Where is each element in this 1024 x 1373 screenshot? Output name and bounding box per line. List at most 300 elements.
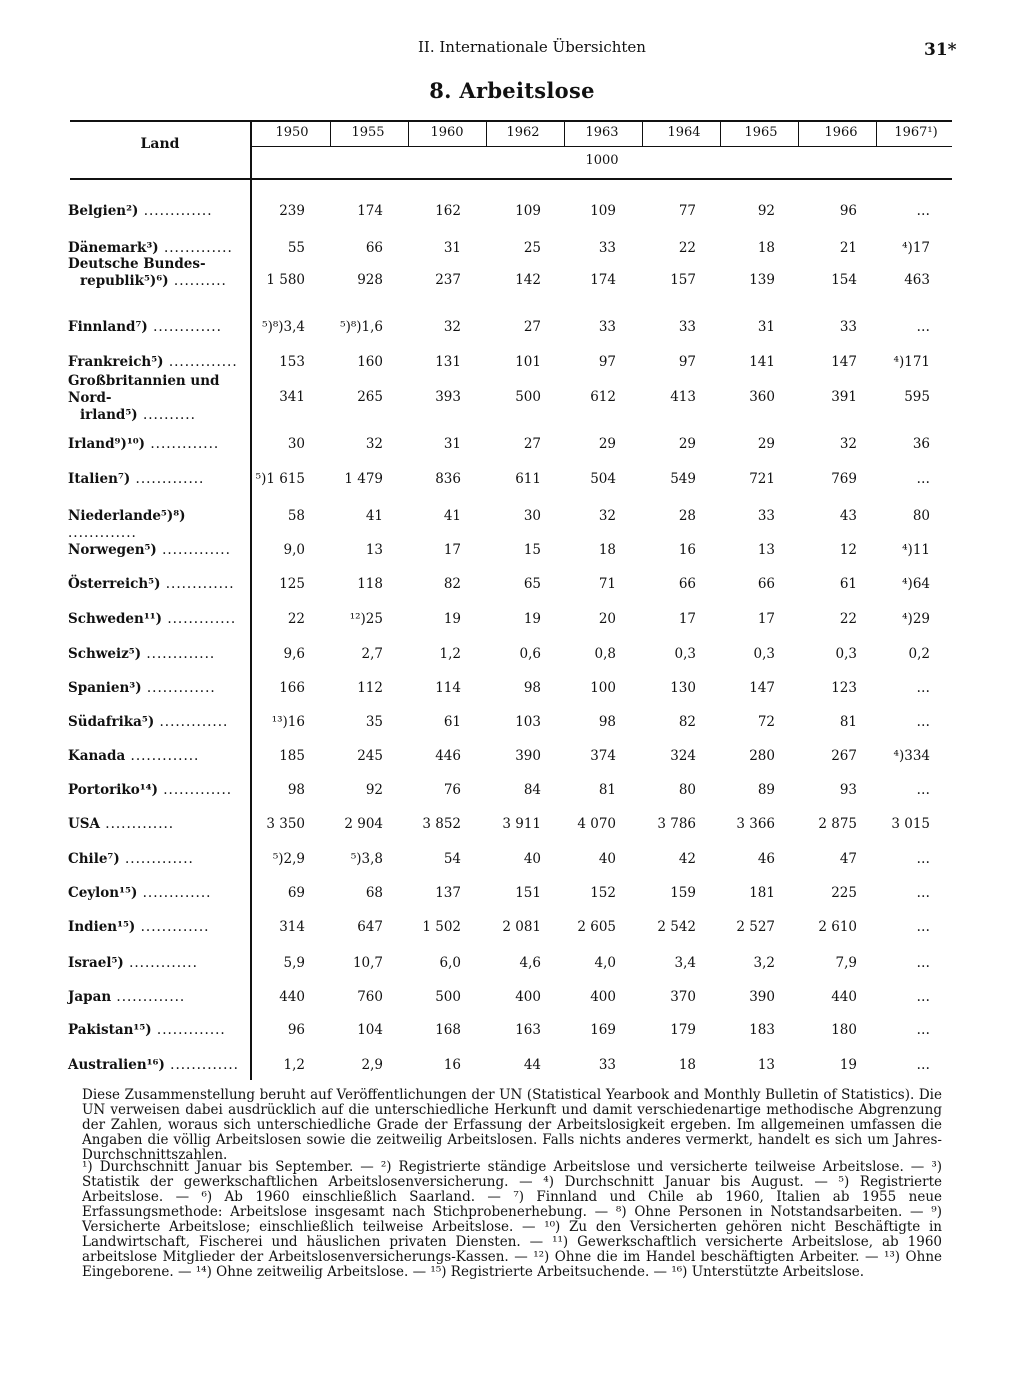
table-cell: 169 — [590, 1022, 616, 1038]
table-cell: 103 — [515, 714, 541, 730]
table-cell: 400 — [590, 989, 616, 1005]
table-cell: 440 — [831, 989, 857, 1005]
table-cell: ⁴)17 — [902, 240, 930, 256]
table-cell: 82 — [678, 714, 696, 730]
table-cell: … — [916, 782, 930, 798]
table-cell: 3 852 — [422, 816, 461, 832]
table-cell: 21 — [839, 240, 857, 256]
leader-dots: ............. — [135, 919, 210, 935]
table-cell: 2 081 — [502, 919, 541, 935]
country-name: Irland⁹)¹⁰) — [68, 436, 146, 452]
table-cell: 41 — [443, 508, 461, 524]
table-cell: ⁵)⁸)1,6 — [340, 319, 383, 335]
year-column-tick — [798, 122, 799, 146]
table-cell: 157 — [670, 272, 696, 288]
table-cell: … — [916, 989, 930, 1005]
leader-dots: ............. — [151, 1022, 226, 1038]
table-cell: 30 — [523, 508, 541, 524]
table-cell: 9,0 — [283, 542, 305, 558]
year-header: 1966 — [824, 125, 858, 140]
table-cell: 96 — [287, 1022, 305, 1038]
table-cell: ¹²)25 — [349, 611, 383, 627]
table-cell: 44 — [523, 1057, 541, 1073]
country-name-continued: republik⁵)⁶) — [80, 273, 169, 289]
country-label — [68, 989, 240, 1006]
country-name: Spanien³) — [68, 680, 142, 696]
country-name: Pakistan¹⁵) — [68, 1022, 152, 1038]
table-cell: 1,2 — [439, 646, 461, 662]
table-cell: 5,9 — [283, 955, 305, 971]
country-name: Schweden¹¹) — [68, 611, 163, 627]
table-cell: 35 — [365, 714, 383, 730]
table-cell: 18 — [678, 1057, 696, 1073]
table-cell: 33 — [598, 1057, 616, 1073]
table-cell: 66 — [757, 576, 775, 592]
country-label — [68, 782, 240, 799]
table-cell: 97 — [678, 354, 696, 370]
table-cell: 1 580 — [266, 272, 305, 288]
table-cell: 33 — [839, 319, 857, 335]
year-header: 1964 — [667, 125, 701, 140]
year-header: 1965 — [744, 125, 778, 140]
year-column-tick — [876, 122, 877, 146]
table-cell: 12 — [839, 542, 857, 558]
country-label — [68, 1022, 240, 1039]
table-cell: 112 — [357, 680, 383, 696]
page-number: 31* — [924, 40, 957, 60]
table-cell: 504 — [590, 471, 616, 487]
table-cell: 69 — [287, 885, 305, 901]
table-cell: 267 — [831, 748, 857, 764]
table-cell: 0,2 — [908, 646, 930, 662]
table-cell: 58 — [287, 508, 305, 524]
table-cell: 98 — [598, 714, 616, 730]
table-cell: 61 — [839, 576, 857, 592]
table-cell: 166 — [279, 680, 305, 696]
table-cell: 2 875 — [818, 816, 857, 832]
table-cell: … — [916, 885, 930, 901]
table-cell: 55 — [287, 240, 305, 256]
country-label — [68, 851, 240, 868]
table-cell: 647 — [357, 919, 383, 935]
table-cell: 163 — [515, 1022, 541, 1038]
table-cell: 54 — [443, 851, 461, 867]
table-cell: 29 — [757, 436, 775, 452]
country-name: Portoriko¹⁴) — [68, 782, 158, 798]
table-cell: 32 — [365, 436, 383, 452]
unit-label: 1000 — [585, 153, 619, 168]
table-cell: 239 — [279, 203, 305, 219]
table-cell: 28 — [678, 508, 696, 524]
table-cell: 6,0 — [439, 955, 461, 971]
country-label — [68, 256, 240, 290]
country-name: Indien¹⁵) — [68, 919, 136, 935]
table-cell: 98 — [523, 680, 541, 696]
table-cell: 29 — [598, 436, 616, 452]
table-cell: ⁵)1 615 — [255, 471, 305, 487]
table-cell: 836 — [435, 471, 461, 487]
table-cell: 153 — [279, 354, 305, 370]
table-cell: … — [916, 851, 930, 867]
year-header: 1960 — [430, 125, 464, 140]
table-cell: 159 — [670, 885, 696, 901]
table-cell: 2 610 — [818, 919, 857, 935]
leader-dots: ............. — [123, 955, 198, 971]
table-cell: 185 — [279, 748, 305, 764]
table-cell: 152 — [590, 885, 616, 901]
table-cell: 0,3 — [674, 646, 696, 662]
table-cell: 4 070 — [577, 816, 616, 832]
intro-note: Diese Zusammenstellung beruht auf Veröffentlichungen der UN (Statistical Yearbook and Monthly Bulletin of Statistics). Die UN verweisen dabei ausdrücklich auf die unterschiedliche Herkunft und damit verschiedenartige methodische Abgrenzung der Zahlen, woraus sich unterschiedliche Grade der Erfassung der Arbeitslosigkeit ergeben. Im allgemeinen umfassen die Angaben die völlig Arbeitslosen sowie die zeitweilig Arbeitslosen. Falls nichts anderes vermerkt, handelt es sich um Jahres-Durchschnittszahlen. — [82, 1087, 942, 1163]
leader-dots: ............. — [111, 989, 186, 1005]
table-cell: 82 — [443, 576, 461, 592]
table-cell: 7,9 — [835, 955, 857, 971]
country-name: Chile⁷) — [68, 851, 120, 867]
table-cell: 109 — [515, 203, 541, 219]
table-cell: ⁴)64 — [902, 576, 930, 592]
table-cell: 71 — [598, 576, 616, 592]
year-header: 1963 — [585, 125, 619, 140]
table-cell: 139 — [749, 272, 775, 288]
table-cell: 30 — [287, 436, 305, 452]
country-label — [68, 319, 240, 336]
country-name: Großbritannien und Nord- — [68, 373, 220, 406]
country-label — [68, 646, 240, 663]
table-cell: 390 — [749, 989, 775, 1005]
country-name: Dänemark³) — [68, 240, 159, 256]
table-cell: 9,6 — [283, 646, 305, 662]
leader-dots: ............. — [145, 436, 220, 452]
table-cell: 183 — [749, 1022, 775, 1038]
table-cell: ⁴)11 — [902, 542, 930, 558]
table-cell: 22 — [839, 611, 857, 627]
table-cell: … — [916, 680, 930, 696]
leader-dots: ............. — [141, 680, 216, 696]
table-cell: 31 — [443, 240, 461, 256]
table-cell: 131 — [435, 354, 461, 370]
land-column-header: Land — [140, 136, 180, 152]
table-cell: 66 — [678, 576, 696, 592]
table-cell: 40 — [598, 851, 616, 867]
year-column-tick — [330, 122, 331, 146]
country-name: Niederlande⁵)⁸) — [68, 508, 186, 524]
table-cell: 174 — [357, 203, 383, 219]
header-bottom-rule — [70, 178, 952, 180]
table-cell: 22 — [678, 240, 696, 256]
table-cell: ⁵)3,8 — [350, 851, 383, 867]
table-cell: 374 — [590, 748, 616, 764]
table-cell: 2 542 — [657, 919, 696, 935]
table-cell: … — [916, 1022, 930, 1038]
country-label — [68, 542, 240, 559]
table-cell: … — [916, 919, 930, 935]
leader-dots: ............. — [141, 646, 216, 662]
table-cell: 109 — [590, 203, 616, 219]
leader-dots: ............. — [164, 1057, 239, 1073]
table-title: 8. Arbeitslose — [429, 78, 595, 103]
table-cell: 19 — [443, 611, 461, 627]
table-cell: 19 — [839, 1057, 857, 1073]
table-cell: 0,8 — [594, 646, 616, 662]
table-cell: 13 — [757, 542, 775, 558]
leader-dots: ............. — [119, 851, 194, 867]
table-cell: 225 — [831, 885, 857, 901]
year-header: 1955 — [351, 125, 385, 140]
year-row-rule — [252, 146, 952, 147]
table-cell: 500 — [435, 989, 461, 1005]
table-cell: 16 — [443, 1057, 461, 1073]
table-cell: 13 — [757, 1057, 775, 1073]
table-cell: 1 502 — [422, 919, 461, 935]
table-cell: 611 — [515, 471, 541, 487]
country-label — [68, 240, 240, 257]
country-name: Kanada — [68, 748, 126, 764]
table-cell: … — [916, 471, 930, 487]
table-cell: 47 — [839, 851, 857, 867]
table-cell: 16 — [678, 542, 696, 558]
table-cell: 118 — [357, 576, 383, 592]
table-cell: 81 — [839, 714, 857, 730]
table-cell: ⁵)⁸)3,4 — [262, 319, 305, 335]
table-cell: 0,6 — [519, 646, 541, 662]
table-cell: 27 — [523, 319, 541, 335]
table-cell: 391 — [831, 389, 857, 405]
country-label — [68, 576, 240, 593]
table-cell: 3 366 — [736, 816, 775, 832]
country-name: Belgien²) — [68, 203, 139, 219]
country-label — [68, 373, 240, 424]
table-cell: 46 — [757, 851, 775, 867]
table-cell: 2,7 — [361, 646, 383, 662]
country-label — [68, 955, 240, 972]
leader-dots: ............. — [162, 611, 237, 627]
table-cell: ⁴)171 — [893, 354, 930, 370]
table-cell: 33 — [598, 319, 616, 335]
leader-dots: ............. — [125, 748, 200, 764]
table-cell: 36 — [912, 436, 930, 452]
table-cell: 168 — [435, 1022, 461, 1038]
table-cell: 97 — [598, 354, 616, 370]
leader-dots: ............. — [100, 816, 175, 832]
table-cell: 41 — [365, 508, 383, 524]
table-cell: 89 — [757, 782, 775, 798]
table-cell: 500 — [515, 389, 541, 405]
table-cell: 31 — [443, 436, 461, 452]
leader-dots: ............. — [156, 542, 231, 558]
table-cell: ¹³)16 — [271, 714, 305, 730]
country-label — [68, 1057, 240, 1074]
leader-dots: ............. — [163, 354, 238, 370]
table-cell: 29 — [678, 436, 696, 452]
table-cell: 13 — [365, 542, 383, 558]
table-cell: 17 — [443, 542, 461, 558]
year-column-tick — [408, 122, 409, 146]
country-name: Frankreich⁵) — [68, 354, 164, 370]
year-column-tick — [486, 122, 487, 146]
table-cell: 92 — [757, 203, 775, 219]
table-cell: 125 — [279, 576, 305, 592]
country-name: Finnland⁷) — [68, 319, 148, 335]
table-cell: 65 — [523, 576, 541, 592]
table-top-rule — [70, 120, 952, 122]
table-cell: 324 — [670, 748, 696, 764]
table-cell: 179 — [670, 1022, 696, 1038]
table-cell: 137 — [435, 885, 461, 901]
leader-dots: .......... — [168, 273, 227, 289]
table-cell: … — [916, 203, 930, 219]
table-cell: 370 — [670, 989, 696, 1005]
leader-dots: ............. — [137, 885, 212, 901]
country-name: Ceylon¹⁵) — [68, 885, 138, 901]
table-cell: 20 — [598, 611, 616, 627]
country-name: Italien⁷) — [68, 471, 131, 487]
table-cell: 92 — [365, 782, 383, 798]
country-label — [68, 436, 240, 453]
table-cell: 2 605 — [577, 919, 616, 935]
table-cell: 612 — [590, 389, 616, 405]
country-label — [68, 203, 240, 220]
table-cell: 151 — [515, 885, 541, 901]
table-cell: 721 — [749, 471, 775, 487]
leader-dots: ............. — [130, 471, 205, 487]
table-cell: 33 — [598, 240, 616, 256]
table-cell: 928 — [357, 272, 383, 288]
country-label — [68, 471, 240, 488]
table-cell: 265 — [357, 389, 383, 405]
table-cell: 154 — [831, 272, 857, 288]
table-cell: 66 — [365, 240, 383, 256]
table-cell: 33 — [678, 319, 696, 335]
table-cell: 1,2 — [283, 1057, 305, 1073]
table-cell: 463 — [904, 272, 930, 288]
table-cell: 104 — [357, 1022, 383, 1038]
land-column-separator — [250, 122, 252, 1080]
leader-dots: ............. — [68, 525, 137, 541]
running-head: II. Internationale Übersichten — [418, 38, 646, 56]
year-column-tick — [564, 122, 565, 146]
table-cell: 22 — [287, 611, 305, 627]
country-name: Deutsche Bundes- — [68, 256, 206, 272]
table-cell: 96 — [839, 203, 857, 219]
table-cell: 72 — [757, 714, 775, 730]
table-cell: 142 — [515, 272, 541, 288]
table-cell: 390 — [515, 748, 541, 764]
table-cell: 360 — [749, 389, 775, 405]
table-cell: 3 911 — [502, 816, 541, 832]
table-cell: 3,4 — [674, 955, 696, 971]
table-cell: … — [916, 955, 930, 971]
table-cell: 3,2 — [753, 955, 775, 971]
leader-dots: ............. — [154, 714, 229, 730]
table-cell: 160 — [357, 354, 383, 370]
table-cell: 43 — [839, 508, 857, 524]
table-cell: 80 — [912, 508, 930, 524]
table-cell: 33 — [757, 508, 775, 524]
leader-dots: ............. — [160, 576, 235, 592]
leader-dots: ............. — [147, 319, 222, 335]
table-cell: 101 — [515, 354, 541, 370]
country-label — [68, 885, 240, 902]
table-cell: 413 — [670, 389, 696, 405]
table-cell: 2 904 — [344, 816, 383, 832]
table-cell: 42 — [678, 851, 696, 867]
table-cell: 4,6 — [519, 955, 541, 971]
country-label — [68, 354, 240, 371]
year-column-tick — [642, 122, 643, 146]
country-label — [68, 611, 240, 628]
table-cell: 0,3 — [835, 646, 857, 662]
country-label — [68, 816, 240, 833]
table-cell: 4,0 — [594, 955, 616, 971]
table-cell: 19 — [523, 611, 541, 627]
table-cell: 147 — [831, 354, 857, 370]
year-header: 1950 — [275, 125, 309, 140]
table-cell: 314 — [279, 919, 305, 935]
table-cell: 80 — [678, 782, 696, 798]
table-cell: 400 — [515, 989, 541, 1005]
year-column-tick — [720, 122, 721, 146]
table-cell: 81 — [598, 782, 616, 798]
table-cell: 40 — [523, 851, 541, 867]
table-cell: 341 — [279, 389, 305, 405]
table-cell: 76 — [443, 782, 461, 798]
table-cell: … — [916, 714, 930, 730]
table-cell: 237 — [435, 272, 461, 288]
table-cell: ⁴)334 — [893, 748, 930, 764]
table-cell: 141 — [749, 354, 775, 370]
country-name: Südafrika⁵) — [68, 714, 155, 730]
country-label — [68, 680, 240, 697]
table-cell: 25 — [523, 240, 541, 256]
table-cell: 393 — [435, 389, 461, 405]
table-cell: 181 — [749, 885, 775, 901]
leader-dots: .......... — [137, 407, 196, 423]
footnotes: ¹) Durchschnitt Januar bis September. — ²) Registrierte ständige Arbeitslose und versicherte teilweise Arbeitslose. — ³) Statistik der gewerkschaftlichen Arbeitslosenversicherung. — ⁴) Durchschnitt Januar bis August. — ⁵) Registrierte Arbeitslose. — ⁶) Ab 1960 einschließlich Saarland. — ⁷) Finnland und Chile ab 1960, Italien ab 1955 neue Erfassungsmethode: Arbeitslose insgesamt nach Stichprobenerhebung. — ⁸) Ohne Personen in Notstandsarbeiten. — ⁹) Versicherte Arbeitslose; einschließlich teilweise Arbeitslose. — ¹⁰) Zu den Versicherten gehören nicht Beschäftigte in Landwirtschaft, Fischerei und häuslichen privaten Diensten. — ¹¹) Gewerkschaftlich versicherte Arbeitslose, ab 1960 arbeitslose Mitglieder der Arbeitslosenversicherungs-Kassen. — ¹²) Ohne die im Handel beschäftigten Arbeiter. — ¹³) Ohne Eingeborene. — ¹⁴) Ohne zeitweilig Arbeitslose. — ¹⁵) Registrierte Arbeitsuchende. — ¹⁶) Unterstützte Arbeitslose. — [82, 1159, 942, 1280]
country-name: Australien¹⁶) — [68, 1057, 165, 1073]
table-cell: 595 — [904, 389, 930, 405]
country-name: Israel⁵) — [68, 955, 124, 971]
table-cell: 549 — [670, 471, 696, 487]
leader-dots: ............. — [158, 240, 233, 256]
table-cell: 446 — [435, 748, 461, 764]
table-cell: 1 479 — [344, 471, 383, 487]
table-cell: 130 — [670, 680, 696, 696]
country-label — [68, 748, 240, 765]
year-header: 1962 — [506, 125, 540, 140]
country-name: USA — [68, 816, 100, 832]
table-cell: … — [916, 319, 930, 335]
table-cell: … — [916, 1057, 930, 1073]
table-cell: 32 — [598, 508, 616, 524]
table-cell: 31 — [757, 319, 775, 335]
table-cell: 2,9 — [361, 1057, 383, 1073]
table-cell: 15 — [523, 542, 541, 558]
table-cell: 17 — [678, 611, 696, 627]
country-name: Schweiz⁵) — [68, 646, 142, 662]
table-cell: 174 — [590, 272, 616, 288]
table-cell: 10,7 — [352, 955, 383, 971]
table-cell: 27 — [523, 436, 541, 452]
country-name: Japan — [68, 989, 112, 1005]
country-name: Norwegen⁵) — [68, 542, 157, 558]
table-cell: 162 — [435, 203, 461, 219]
table-cell: 98 — [287, 782, 305, 798]
table-cell: 0,3 — [753, 646, 775, 662]
table-cell: 180 — [831, 1022, 857, 1038]
table-cell: 440 — [279, 989, 305, 1005]
table-cell: 3 350 — [266, 816, 305, 832]
table-cell: 100 — [590, 680, 616, 696]
